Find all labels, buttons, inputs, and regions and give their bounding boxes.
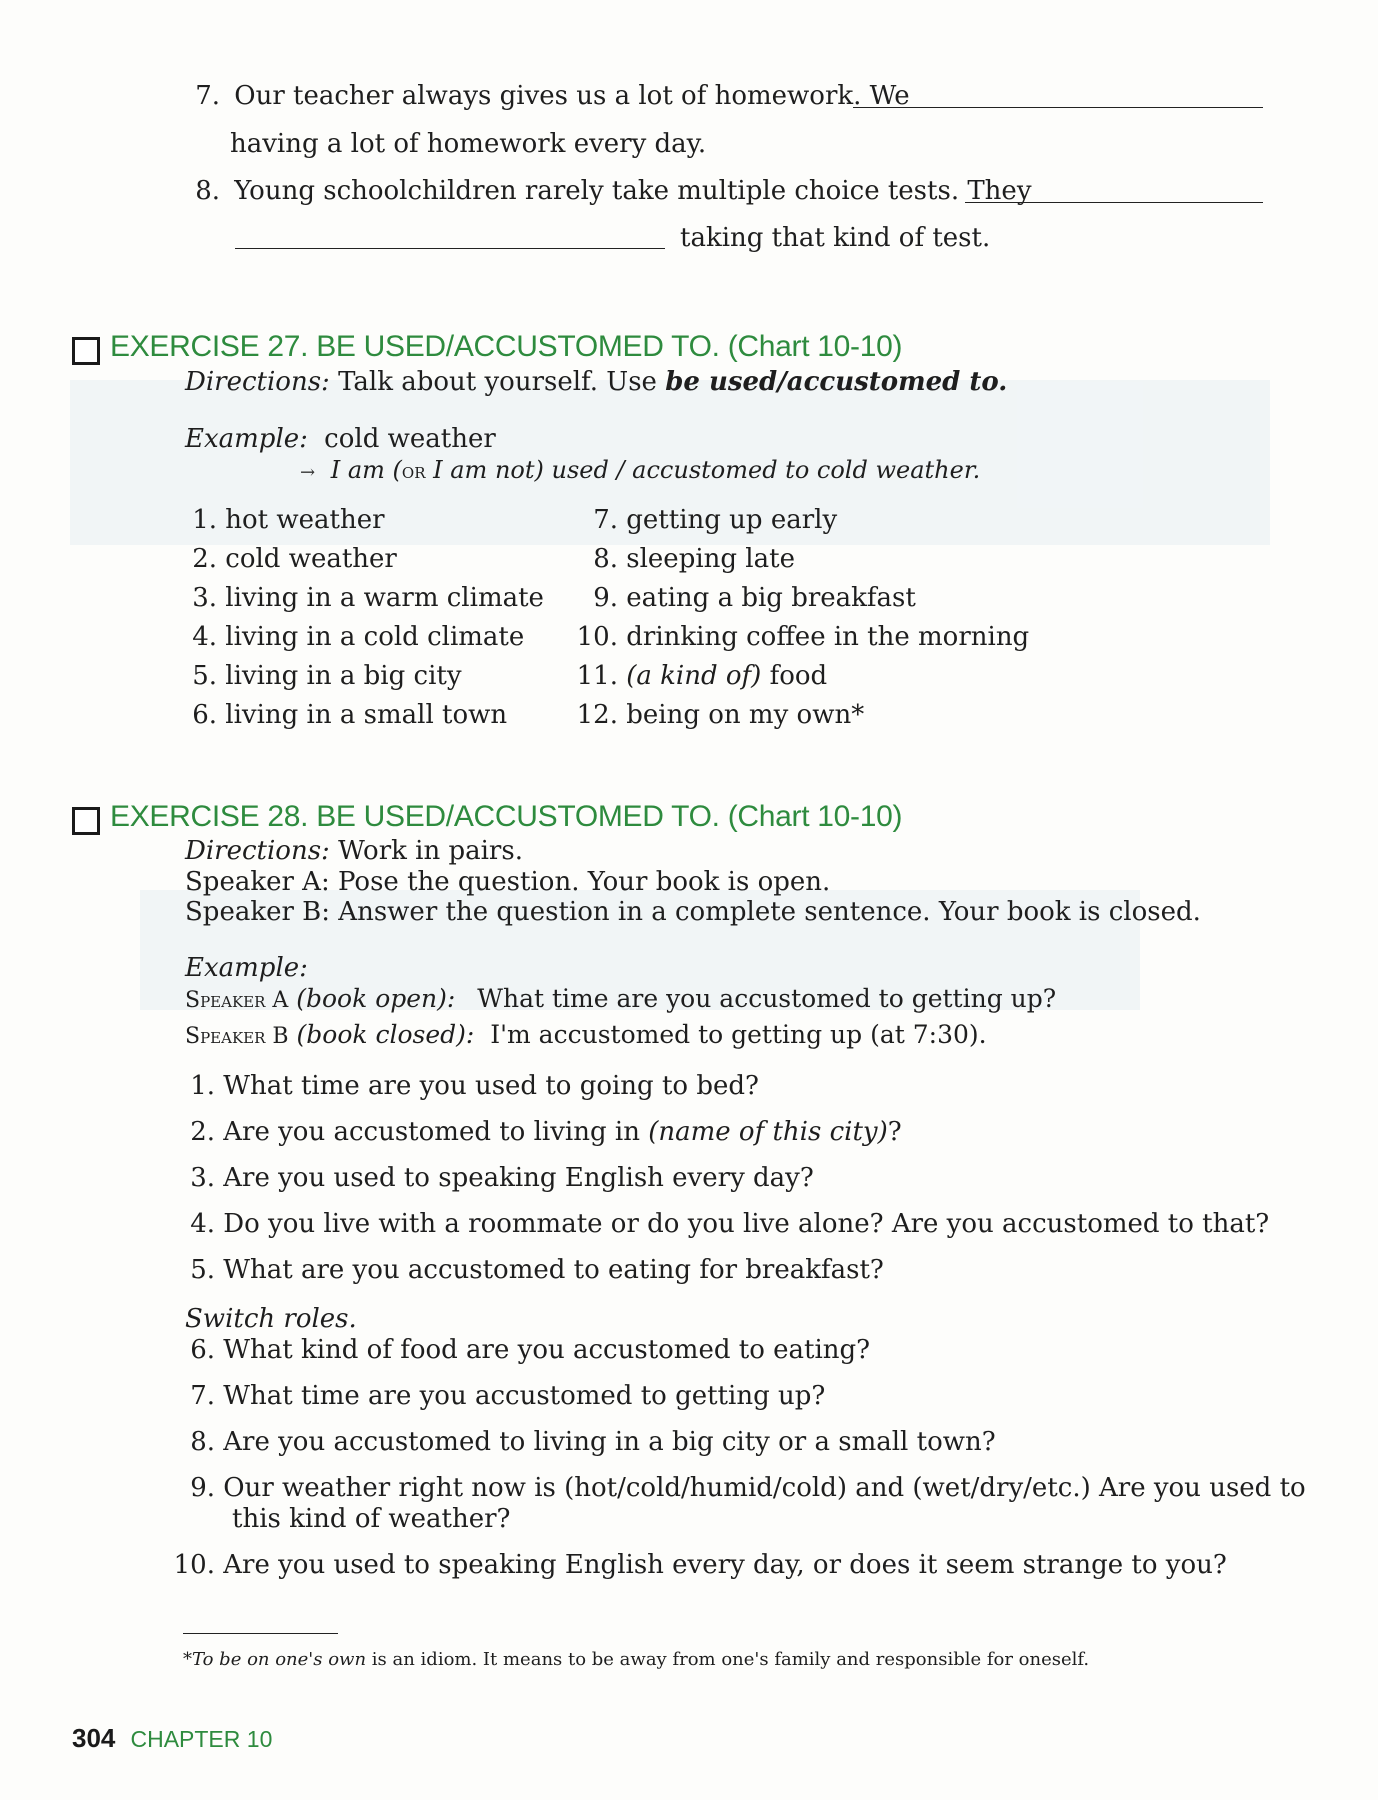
exercise-27-example: Example: cold weather (185, 424, 496, 454)
exercise-28-speaker-b: Speaker B: Answer the question in a complete sentence. Your book is closed. (185, 897, 1201, 927)
list-item: 9. Our weather right now is (hot/cold/humid/cold) and (wet/dry/etc.) Are you used to (190, 1473, 1306, 1503)
exercise-28-example-label: Example: (185, 953, 308, 983)
list-item-continuation: this kind of weather? (232, 1504, 511, 1534)
list-item: 3. living in a warm climate (192, 583, 544, 613)
answer-blank[interactable] (965, 202, 1263, 203)
list-item: 7. What time are you accustomed to getting up? (190, 1381, 826, 1411)
list-item: 6. What kind of food are you accustomed to eating? (190, 1335, 871, 1365)
list-item: 9. eating a big breakfast (593, 583, 916, 613)
page-footer (72, 1723, 272, 1754)
answer-blank[interactable] (853, 107, 1263, 108)
list-item: 12. being on my own* (576, 700, 865, 730)
prev-item-8: 8. Young schoolchildren rarely take multiple choice tests. They (195, 176, 1032, 206)
answer-blank[interactable] (235, 248, 665, 249)
exercise-28-example-a: Speaker A (book open): What time are you accustomed to getting up? (185, 984, 1057, 1013)
exercise-28-checkbox[interactable] (72, 807, 100, 835)
list-item: 2. Are you accustomed to living in (name of this city)? (190, 1117, 902, 1147)
exercise-28-example-b: Speaker B (book closed): I'm accustomed to getting up (at 7:30). (185, 1020, 987, 1049)
prev-item-8-line2: taking that kind of test. (680, 223, 991, 253)
exercise-28-speaker-a: Speaker A: Pose the question. Your book is open. (185, 867, 831, 897)
list-item: 1. hot weather (192, 505, 385, 535)
prev-item-7-line2: having a lot of homework every day. (230, 129, 707, 159)
list-item: 5. What are you accustomed to eating for breakfast? (190, 1255, 884, 1285)
footnote-rule (183, 1633, 338, 1634)
chapter-label: CHAPTER 10 (130, 1726, 273, 1752)
list-item: 11. (a kind of) food (576, 661, 828, 691)
list-item: 10. Are you used to speaking English every day, or does it seem strange to you? (173, 1550, 1227, 1580)
exercise-27-heading: EXERCISE 27. BE USED/ACCUSTOMED TO. (Chart 10-10) (110, 330, 903, 363)
page-number: 304 (72, 1723, 116, 1753)
exercise-28-heading: EXERCISE 28. BE USED/ACCUSTOMED TO. (Chart 10-10) (110, 800, 903, 833)
footnote: *To be on one's own is an idiom. It means to be away from one's family and responsible for oneself. (183, 1649, 1090, 1670)
list-item: 3. Are you used to speaking English every day? (190, 1163, 814, 1193)
exercise-27-checkbox[interactable] (72, 337, 100, 365)
list-item: 7. getting up early (593, 505, 838, 535)
list-item: 4. Do you live with a roommate or do you live alone? Are you accustomed to that? (190, 1209, 1270, 1239)
list-item: 8. Are you accustomed to living in a big city or a small town? (190, 1427, 996, 1457)
prev-item-7: 7. Our teacher always gives us a lot of homework. We (195, 81, 910, 111)
list-item: 1. What time are you used to going to bed? (190, 1071, 759, 1101)
exercise-27-directions: Directions: Talk about yourself. Use be used/accustomed to. (185, 367, 1008, 397)
arrow-right-icon: → (300, 462, 316, 483)
exercise-27-example-answer: → I am (or I am not) used / accustomed to cold weather. (300, 456, 981, 484)
list-item: 10. drinking coffee in the morning (576, 622, 1030, 652)
list-item: 6. living in a small town (192, 700, 508, 730)
list-item: 5. living in a big city (192, 661, 462, 691)
exercise-28-directions: Directions: Work in pairs. (185, 836, 523, 866)
list-item: 8. sleeping late (593, 544, 795, 574)
list-item: 4. living in a cold climate (192, 622, 525, 652)
list-item: 2. cold weather (192, 544, 397, 574)
switch-roles-label: Switch roles. (185, 1304, 357, 1334)
